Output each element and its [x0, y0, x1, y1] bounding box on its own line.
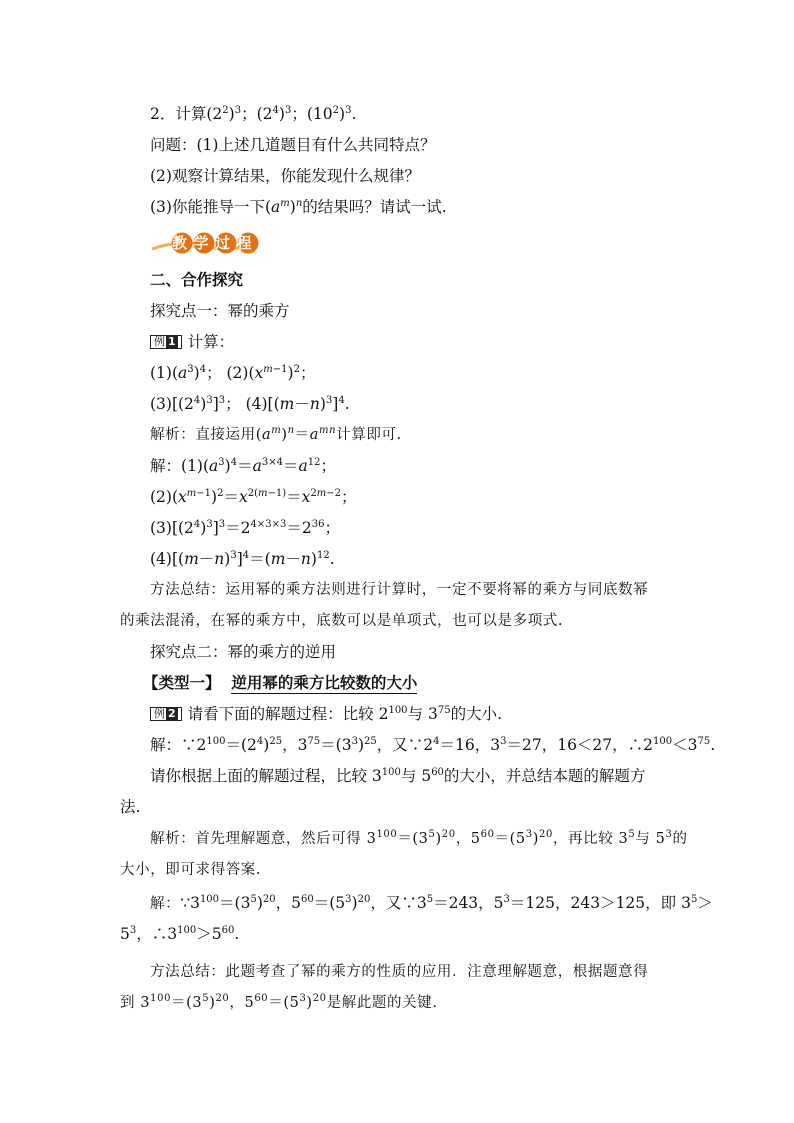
warmup-question-2-text: (2)观察计算结果，你能发现什么规律？ [150, 167, 420, 185]
example1-analysis: 解析：直接运用$(a^m)^n=a^{mn}$计算即可. [150, 425, 402, 443]
point1-summary-line2: 的乘法混淆，在幂的乘方中，底数可以是单项式，也可以是多项式. [120, 613, 564, 629]
example2-solution-line1: 解：$\because 3^{100}=(3^5)^{20}$，$5^{60}=(5^3)^{20}$，又$\because 3^5=243$，$5^3=125$，243＞125，即 $3^5>$ [150, 894, 713, 912]
example2-prompt: 例 2 请看下面的解题过程：比较 $2^{100}$与 $3^{75}$的大小. [150, 704, 502, 724]
warmup-question-intro: 问题：(1)上述几道题目有什么共同特点？ [150, 136, 436, 154]
example2-ask-line2: 法. [120, 798, 141, 816]
example1-solution-4: $(4)[(m-n)^3]^4=(m-n)^{12}$. [150, 550, 335, 568]
example2-summary-line1: 方法总结：此题考查了幂的乘方的性质的应用．注意理解题意，根据题意得 [150, 964, 649, 980]
example2-given-solution: 解：$\because 2^{100}=(2^4)^{25}$，$3^{75}=(3^3)^{25}$，又$\because 2^4=16$，$3^3=27$，16＜27，$\therefore 2^{100}<3^{75}$. [150, 736, 716, 754]
point1-summary-line1: 方法总结：运用幂的乘方法则进行计算时，一定不要将幂的乘方与同底数幂 [150, 582, 649, 598]
warmup-question-2: 2．计算$(2^2)^3$；$(2^4)^3$；$(10^2)^3$. [150, 105, 357, 123]
point1-title: 探究点一：幂的乘方 [150, 302, 290, 320]
section-heading: 二、合作探究 [150, 270, 244, 289]
example1-badge: 例 1 [150, 335, 182, 349]
example2-analysis-line2: 大小，即可求得答案. [120, 862, 262, 878]
banner-text: 教学过程 [171, 234, 259, 252]
type1-heading: 【类型一】 逆用幂的乘方比较数的大小 [143, 673, 418, 692]
example1-items-a: $(1)(a^3)^4$； $(2)(x^{m-1})^2$； [150, 364, 316, 382]
example1-solution-1: 解：$(1)(a^3)^4=a^{3\times 4}=a^{12}$； [150, 457, 336, 475]
example2-ask-line1: 请你根据上面的解题过程，比较 $3^{100}$与 $5^{60}$的大小，并总结本题的解题方 [150, 767, 646, 785]
teaching-process-banner [150, 229, 260, 257]
example2-solution-line2: $5^3$，$\therefore 3^{100}>5^{60}$. [120, 925, 240, 943]
point2-title: 探究点二：幂的乘方的逆用 [150, 643, 337, 661]
warmup-question-3: (3)你能推导一下$(a^m)^n$的结果吗？请试一试. [150, 198, 447, 216]
example1-items-b: $(3)[(2^4)^3]^3$； $(4)[(m-n)^3]^4$. [150, 395, 350, 413]
example1-solution-2: $(2)(x^{m-1})^2=x^{2(m-1)}=x^{2m-2}$； [150, 488, 357, 506]
example2-summary-line2: 到 $3^{100}=(3^5)^{20}$，$5^{60}=(5^3)^{20}$是解此题的关键. [120, 993, 438, 1011]
example1-prompt: 例 1 计算： [150, 332, 234, 352]
example2-analysis-line1: 解析：首先理解题意，然后可得 $3^{100}=(3^5)^{20}$，$5^{60}=(5^3)^{20}$，再比较 $3^5$与 $5^3$的 [150, 829, 688, 847]
example1-solution-3: $(3)[(2^4)^3]^3=2^{4\times 3\times 3}=2^{36}$； [150, 519, 341, 537]
example2-badge: 例 2 [150, 707, 182, 721]
